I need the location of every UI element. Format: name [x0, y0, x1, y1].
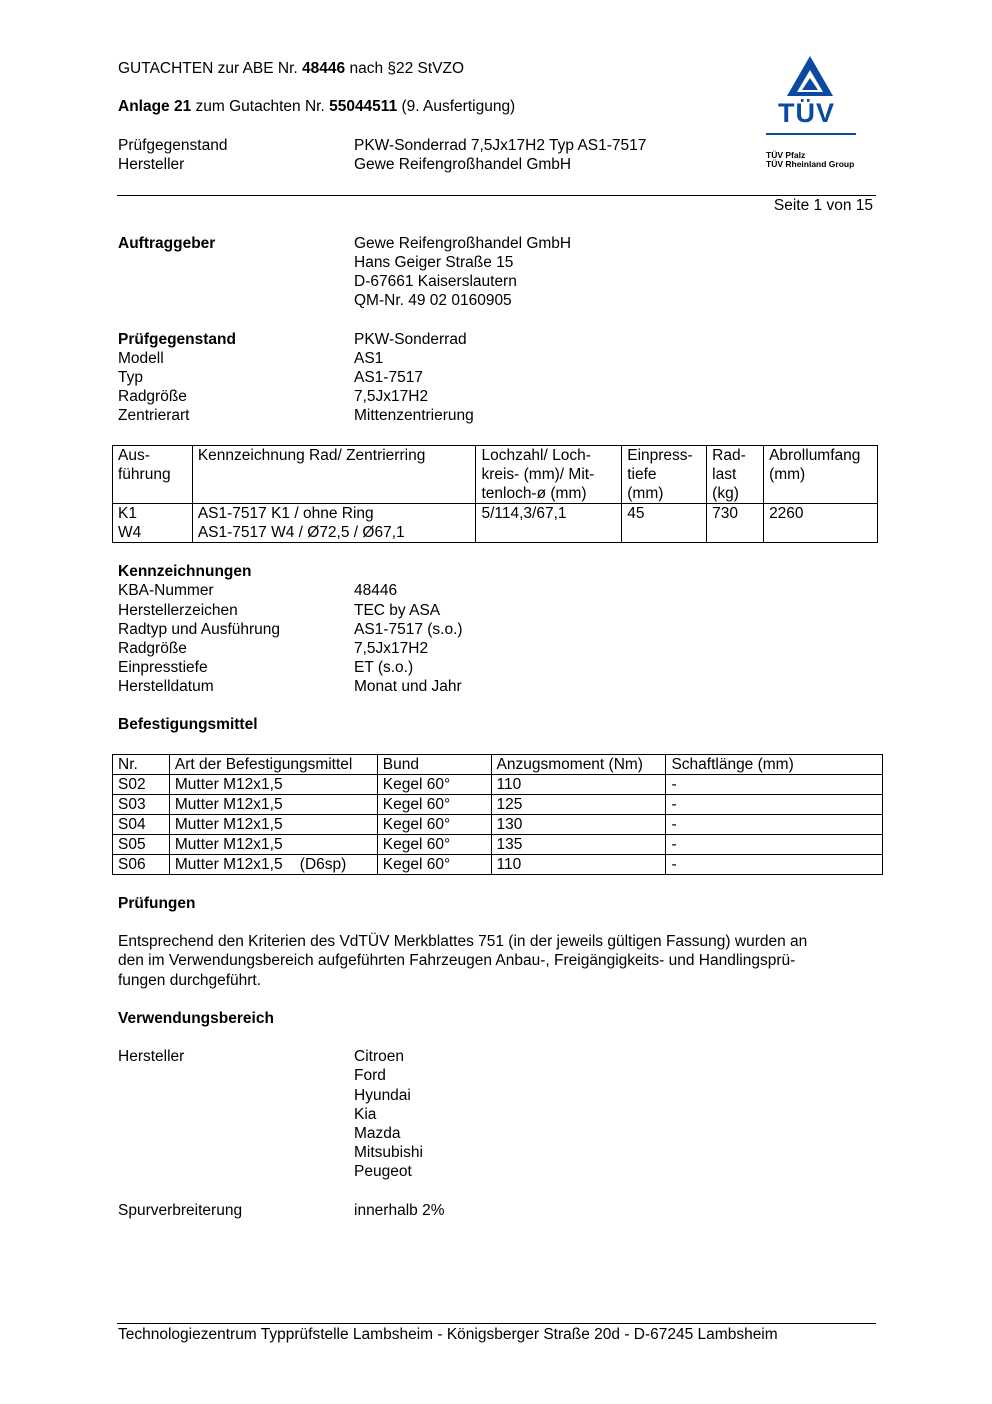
- table-cell: -: [666, 795, 883, 815]
- header-text: Abrollumfang: [769, 447, 861, 464]
- hersteller-item: Mitsubishi: [354, 1144, 423, 1161]
- gutachten-number: 55044511: [329, 98, 398, 115]
- pruefungen-text-line: den im Verwendungsbereich aufgeführten Fahrzeugen Anbau-, Freigängigkeits- und Handlingsprü-: [118, 952, 796, 969]
- spur-label: Spurverbreiterung: [118, 1202, 243, 1219]
- header-pruefgegenstand-label: Prüfgegenstand: [118, 137, 228, 154]
- table-cell: -: [666, 855, 883, 875]
- header-cell-einpresstiefe: [622, 446, 707, 504]
- table-cell: -: [666, 775, 883, 795]
- hersteller-item: Hyundai: [354, 1087, 411, 1104]
- table-cell: 135: [491, 835, 666, 855]
- header-cell: Bund: [377, 755, 491, 775]
- header-hersteller-label: Hersteller: [118, 156, 185, 173]
- footer-divider: [117, 1323, 876, 1324]
- footer-address: Technologiezentrum Typprüfstelle Lambsheim - Königsberger Straße 20d - D-67245 Lambsheim: [118, 1326, 778, 1343]
- abrollumfang-cell: 2260: [764, 504, 878, 543]
- auftraggeber-line: QM-Nr. 49 02 0160905: [354, 292, 512, 309]
- cell-text: AS1-7517 K1 / ohne Ring: [197, 505, 374, 522]
- befestigung-table: [112, 754, 883, 875]
- header-text: tiefe: [627, 466, 657, 483]
- anlage-line: [118, 97, 515, 116]
- table-cell: 130: [491, 815, 666, 835]
- header-cell: Art der Befestigungsmittel: [169, 755, 377, 775]
- ausfuehrung-cell: [113, 504, 193, 543]
- tuev-logo-sub2: TÜV Rheinland Group: [766, 159, 855, 169]
- radtyp-value: AS1-7517 (s.o.): [354, 621, 463, 638]
- table-row: [113, 504, 878, 543]
- header-cell-lochzahl: [476, 446, 622, 504]
- header-cell: Anzugsmoment (Nm): [491, 755, 666, 775]
- anlage-mid: zum Gutachten Nr.: [191, 98, 330, 115]
- table-cell: Mutter M12x1,5: [169, 795, 377, 815]
- table-cell: Mutter M12x1,5: [169, 775, 377, 795]
- header-divider: [117, 195, 876, 196]
- hersteller-item: Kia: [354, 1106, 377, 1123]
- table-cell: S02: [113, 775, 170, 795]
- auftraggeber-line: Hans Geiger Straße 15: [354, 254, 514, 271]
- table-cell: Kegel 60°: [377, 815, 491, 835]
- pruefungen-text-line: Entsprechend den Kriterien des VdTÜV Merkblattes 751 (in der jeweils gültigen Fassung) wurden an: [118, 933, 808, 950]
- verwendung-hersteller-label: Hersteller: [118, 1048, 185, 1065]
- header-text: kreis- (mm)/ Mit-: [481, 466, 595, 483]
- herstelldatum-value: Monat und Jahr: [354, 678, 462, 695]
- tuev-logo: [760, 54, 860, 174]
- header-text: last: [712, 466, 737, 483]
- header-text: (mm): [769, 466, 806, 483]
- abe-number: 48446: [302, 60, 346, 77]
- table-cell: 125: [491, 795, 666, 815]
- ausfuehrung-table: [112, 445, 878, 543]
- header-cell-kennzeichnung: [192, 446, 476, 504]
- table-row: [113, 815, 883, 835]
- table-cell: S04: [113, 815, 170, 835]
- table-cell: 110: [491, 855, 666, 875]
- table-cell: -: [666, 835, 883, 855]
- table-row: [113, 795, 883, 815]
- kba-value: 48446: [354, 582, 398, 599]
- table-row: [113, 775, 883, 795]
- spur-value: innerhalb 2%: [354, 1202, 445, 1219]
- modell-label: Modell: [118, 350, 164, 367]
- header-title-prefix: GUTACHTEN zur ABE Nr.: [118, 60, 303, 77]
- table-header-row: [113, 755, 883, 775]
- radgroesse-value: 7,5Jx17H2: [354, 388, 429, 405]
- header-cell-radlast: [707, 446, 764, 504]
- einpresstiefe-value: ET (s.o.): [354, 659, 414, 676]
- header-cell-abrollumfang: [764, 446, 878, 504]
- auftraggeber-line: D-67661 Kaiserslautern: [354, 273, 517, 290]
- herstelldatum-label: Herstelldatum: [118, 678, 214, 695]
- header-text: führung: [118, 466, 171, 483]
- verwendung-title: Verwendungsbereich: [118, 1010, 274, 1027]
- cell-text: AS1-7517 W4 / Ø72,5 / Ø67,1: [197, 524, 405, 541]
- pruefungen-text-line: fungen durchgeführt.: [118, 972, 262, 989]
- radtyp-label: Radtyp und Ausführung: [118, 621, 281, 638]
- hersteller-item: Mazda: [354, 1125, 401, 1142]
- table-cell: S03: [113, 795, 170, 815]
- header-text: Rad-: [712, 447, 746, 464]
- radgroesse-label: Radgröße: [118, 388, 187, 405]
- table-cell: Mutter M12x1,5 (D6sp): [169, 855, 377, 875]
- radlast-cell: 730: [707, 504, 764, 543]
- header-text: Einpress-: [627, 447, 693, 464]
- kennzeichnungen-title: Kennzeichnungen: [118, 563, 252, 580]
- cell-text: K1: [118, 505, 137, 522]
- typ-label: Typ: [118, 369, 143, 386]
- herstellerzeichen-label: Herstellerzeichen: [118, 602, 238, 619]
- header-text: Lochzahl/ Loch-: [481, 447, 591, 464]
- table-header-row: [113, 446, 878, 504]
- header-cell-ausfuehrung: [113, 446, 193, 504]
- einpresstiefe-cell: 45: [622, 504, 707, 543]
- typ-value: AS1-7517: [354, 369, 423, 386]
- table-cell: Kegel 60°: [377, 855, 491, 875]
- cell-text: W4: [118, 524, 142, 541]
- zentrierart-label: Zentrierart: [118, 407, 190, 424]
- header-cell: Schaftlänge (mm): [666, 755, 883, 775]
- anlage-label: Anlage 21: [118, 98, 192, 115]
- table-cell: Kegel 60°: [377, 775, 491, 795]
- page-number: Seite 1 von 15: [773, 197, 873, 214]
- table-cell: Mutter M12x1,5: [169, 835, 377, 855]
- table-cell: 110: [491, 775, 666, 795]
- hersteller-item: Citroen: [354, 1048, 404, 1065]
- header-hersteller-value: Gewe Reifengroßhandel GmbH: [354, 156, 572, 173]
- header-title-line: [118, 59, 464, 78]
- lochzahl-cell: 5/114,3/67,1: [476, 504, 622, 543]
- befestigung-title: Befestigungsmittel: [118, 716, 258, 733]
- header-pruefgegenstand-value: PKW-Sonderrad 7,5Jx17H2 Typ AS1-7517: [354, 137, 647, 154]
- kba-label: KBA-Nummer: [118, 582, 214, 599]
- table-cell: Kegel 60°: [377, 835, 491, 855]
- anlage-suffix: (9. Ausfertigung): [397, 98, 516, 115]
- auftraggeber-label: Auftraggeber: [118, 235, 216, 252]
- header-text: Kennzeichnung Rad/ Zentrierring: [197, 447, 426, 464]
- herstellerzeichen-value: TEC by ASA: [354, 602, 441, 619]
- table-row: [113, 835, 883, 855]
- hersteller-item: Ford: [354, 1067, 386, 1084]
- header-text: Aus-: [118, 447, 150, 464]
- tuev-logo-sub1: TÜV Pfalz: [766, 150, 806, 160]
- table-cell: Kegel 60°: [377, 795, 491, 815]
- zentrierart-value: Mittenzentrierung: [354, 407, 474, 424]
- modell-value: AS1: [354, 350, 384, 367]
- table-row: [113, 855, 883, 875]
- radgroesse2-label: Radgröße: [118, 640, 187, 657]
- table-cell: -: [666, 815, 883, 835]
- kennzeichnung-cell: [192, 504, 476, 543]
- tuev-logo-text: TÜV: [778, 98, 835, 128]
- pruefgegenstand-label: Prüfgegenstand: [118, 331, 236, 348]
- header-text: (kg): [712, 485, 739, 502]
- auftraggeber-line: Gewe Reifengroßhandel GmbH: [354, 235, 572, 252]
- header-cell: Nr.: [113, 755, 170, 775]
- header-title-suffix: nach §22 StVZO: [345, 60, 465, 77]
- einpresstiefe-label: Einpresstiefe: [118, 659, 208, 676]
- table-cell: Mutter M12x1,5: [169, 815, 377, 835]
- pruefungen-title: Prüfungen: [118, 895, 196, 912]
- hersteller-item: Peugeot: [354, 1163, 412, 1180]
- header-text: tenloch-ø (mm): [481, 485, 587, 502]
- header-text: (mm): [627, 485, 664, 502]
- radgroesse2-value: 7,5Jx17H2: [354, 640, 429, 657]
- table-cell: S05: [113, 835, 170, 855]
- pruefgegenstand-value: PKW-Sonderrad: [354, 331, 467, 348]
- table-cell: S06: [113, 855, 170, 875]
